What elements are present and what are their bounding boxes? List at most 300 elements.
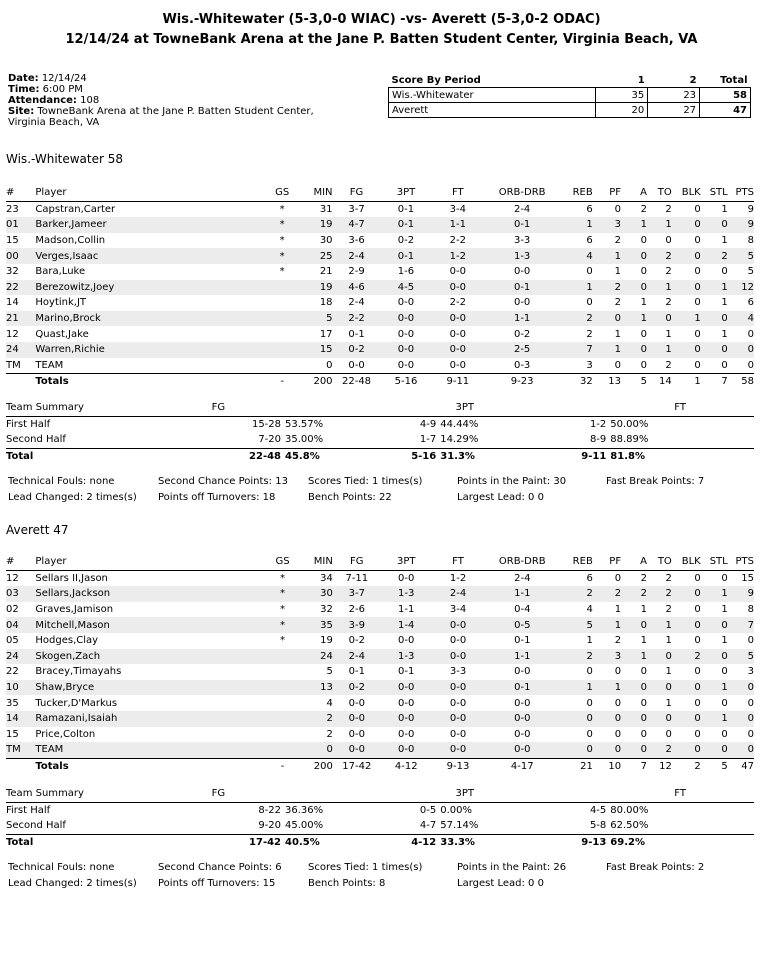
player-blocks: 2 [672,649,701,665]
stat-label: Points in the Paint: [457,862,551,873]
player-free-throws: 0-0 [432,649,485,665]
summary-ft-header: FT [606,400,754,416]
player-row [6,633,754,649]
player-turnovers: 2 [665,203,672,215]
player-minutes: 25 [300,248,333,264]
stat-value: 0 0 [528,492,544,503]
player-free-throws: 1-2 [431,248,484,264]
player-personal-fouls: 1 [593,248,621,264]
player-jersey: 12 [6,572,19,584]
summary-ft-made-attempted: 8-9 [589,434,607,446]
player-three-pointers: 0-0 [398,572,415,584]
player-personal-fouls: 0 [593,311,621,327]
player-three-pointers: 1-6 [397,266,415,278]
player-free-throws: 0-0 [431,280,484,296]
column-header-assists: A [621,554,647,570]
period-team: Averett [389,103,596,118]
column-header-steals: STL [701,554,728,570]
player-minutes: 32 [320,604,333,616]
player-blocks: 0 [694,235,701,247]
column-header-jersey: # [6,554,35,570]
player-rebounds: 2 [586,328,593,340]
stat-value: 18 [262,492,276,503]
summary-3pt-made-attempted: 0-5 [419,804,437,816]
player-player-name: Mitchell,Mason [35,617,264,633]
team-title: Averett 47 [6,523,69,537]
player-points: 5 [728,649,754,665]
player-minutes: 19 [300,217,333,233]
player-rebounds: 4 [586,604,593,616]
player-jersey: 02 [6,604,19,616]
summary-3pt-header: 3PT [323,786,606,802]
player-personal-fouls: 3 [593,217,621,233]
player-games-started [265,664,301,680]
summary-row-label: Total [6,448,114,464]
player-row [6,342,754,358]
player-row [6,326,754,342]
player-games-started: * [264,217,300,233]
player-field-goals: 2-4 [333,248,381,264]
player-points: 9 [747,203,754,215]
player-free-throws: 0-0 [431,311,484,327]
player-minutes: 18 [319,297,333,309]
stat-lead-changed [8,878,137,889]
player-blocks: 0 [672,248,701,264]
player-three-pointers: 0-0 [398,728,415,740]
stat-value: 2 [697,862,705,873]
player-free-throws: 2-2 [449,235,466,247]
player-personal-fouls: 1 [614,328,622,340]
player-rebounds: 2 [560,311,593,327]
player-personal-fouls: 0 [614,666,622,678]
player-player-name: Price,Colton [35,728,96,740]
stat-fast-break [606,476,704,487]
player-free-throws: 0-0 [449,359,466,371]
player-points: 7 [728,617,754,633]
player-jersey: 24 [6,342,35,358]
player-rebounds: 7 [560,342,593,358]
attendance-value: 108 [80,95,100,106]
box-score-header-row [6,554,754,570]
player-games-started [264,326,300,342]
player-free-throws: 3-4 [449,203,466,215]
summary-fg-header: FG [114,786,324,802]
player-points: 0 [747,728,754,740]
player-row [6,280,754,296]
player-assists: 0 [621,617,647,633]
totals-personal-fouls: 10 [593,758,621,774]
column-header-offensive-defensive-rebounds: ORB-DRB [484,554,560,570]
totals-free-throws: 9-13 [432,758,485,774]
player-row [6,201,754,217]
player-player-name: Ramazani,Isaiah [35,711,264,727]
player-player-name: Marino,Brock [35,311,264,327]
player-player-name: Berezowitz,Joey [35,280,264,296]
player-minutes: 13 [300,680,333,696]
stat-bench [308,492,392,503]
player-offensive-defensive-rebounds: 0-0 [514,728,531,740]
player-points: 0 [728,680,754,696]
player-field-goals: 3-7 [348,203,365,215]
period-2-score: 27 [648,103,700,118]
stat-label: Fast Break Points: [606,862,695,873]
player-games-started [265,649,301,665]
score-by-period-label: Score By Period [389,73,596,88]
player-jersey: 22 [6,666,19,678]
period-1-header: 1 [596,73,648,88]
player-turnovers: 2 [665,297,672,309]
summary-fg-pct: 45.00% [285,820,324,832]
summary-3pt-pct: 31.3% [436,448,478,464]
player-rebounds: 1 [560,217,593,233]
summary-fg-pct: 45.8% [281,448,323,464]
player-assists: 0 [621,342,647,358]
stat-paint [457,476,566,487]
player-steals: 0 [721,697,728,709]
player-jersey: 03 [6,586,35,602]
player-jersey: 14 [6,297,19,309]
player-blocks: 0 [672,280,701,296]
player-games-started [264,295,300,311]
player-assists: 0 [621,711,647,727]
summary-row-label: Second Half [6,820,66,832]
column-header-rebounds: REB [560,185,593,201]
stat-largest-lead [457,492,544,503]
player-three-pointers: 0-0 [397,328,415,340]
date-label: Date: [8,73,39,84]
player-field-goals: 3-9 [333,617,381,633]
player-points: 9 [728,586,754,602]
player-assists: 0 [640,666,647,678]
player-personal-fouls: 1 [614,604,622,616]
player-row [6,602,754,618]
player-free-throws: 3-4 [449,604,467,616]
player-steals: 1 [701,711,728,727]
player-minutes: 0 [300,742,333,758]
player-personal-fouls: 0 [593,711,621,727]
totals-blocks: 2 [672,758,701,774]
player-rebounds: 1 [586,635,593,647]
player-minutes: 15 [300,342,333,358]
player-offensive-defensive-rebounds: 2-4 [514,572,531,584]
summary-fg-made-attempted: 15-28 [251,418,282,430]
summary-fg-made-attempted: 17-42 [114,834,281,850]
player-offensive-defensive-rebounds: 0-4 [514,604,531,616]
score-by-period-table [388,73,751,118]
player-points: 0 [728,342,754,358]
summary-first-half-row [6,416,754,432]
summary-ft-made-attempted: 5-8 [589,820,607,832]
player-offensive-defensive-rebounds: 0-2 [513,328,531,340]
player-points: 0 [728,711,754,727]
player-assists: 1 [621,649,647,665]
player-field-goals: 2-4 [348,297,365,309]
player-offensive-defensive-rebounds: 0-0 [484,711,560,727]
player-personal-fouls: 0 [614,697,622,709]
player-turnovers: 0 [647,649,672,665]
box-score-table [6,554,754,774]
player-three-pointers: 0-0 [381,742,432,758]
totals-steals: 7 [701,374,728,390]
player-points: 0 [747,635,754,647]
column-header-personal-fouls: PF [593,185,621,201]
totals-minutes: 200 [300,374,333,390]
player-games-started [265,695,301,711]
player-points: 8 [747,604,754,616]
player-blocks: 0 [694,203,701,215]
site-value-line2: Virginia Beach, VA [8,117,100,128]
player-assists: 2 [621,586,647,602]
player-jersey: 21 [6,311,35,327]
player-jersey: 01 [6,217,35,233]
player-turnovers: 0 [647,711,672,727]
stat-value: 30 [553,476,567,487]
totals-field-goals: 22-48 [333,374,381,390]
player-points: 6 [747,297,754,309]
stat-value: 22 [378,492,392,503]
player-three-pointers: 0-0 [381,311,432,327]
totals-three-pointers: 4-12 [381,758,432,774]
player-offensive-defensive-rebounds: 1-3 [484,248,560,264]
player-assists: 1 [640,297,647,309]
player-games-started [264,280,300,296]
player-assists: 1 [621,217,647,233]
totals-turnovers: 12 [647,758,672,774]
player-games-started: * [279,235,285,247]
player-games-started [264,311,300,327]
column-header-games-started: GS [265,554,301,570]
team-summary-table [6,786,754,850]
player-assists: 0 [621,680,647,696]
game-title: Wis.-Whitewater (5-3,0-0 WIAC) -vs- Averett (5-3,0-2 ODAC) [162,12,601,27]
player-free-throws: 0-0 [432,680,485,696]
player-three-pointers: 0-1 [398,666,415,678]
player-jersey: 24 [6,649,35,665]
player-turnovers: 2 [647,248,672,264]
player-games-started: * [280,604,285,616]
player-minutes: 35 [300,617,333,633]
stat-value: 7 [697,476,705,487]
player-personal-fouls: 2 [593,280,621,296]
summary-3pt-made-attempted: 4-9 [419,418,437,430]
player-points: 0 [747,359,754,371]
player-steals: 1 [721,328,728,340]
player-turnovers: 1 [647,280,672,296]
stat-value: 6 [275,862,282,873]
player-row [6,311,754,327]
player-blocks: 0 [672,680,701,696]
summary-fg-made-attempted: 7-20 [258,434,282,446]
player-player-name: Hodges,Clay [35,635,99,647]
player-rebounds: 0 [586,297,593,309]
player-jersey: 15 [6,235,19,247]
player-rebounds: 0 [586,666,593,678]
player-turnovers: 0 [665,728,672,740]
stat-off-turnovers [158,878,275,889]
player-assists: 2 [640,572,647,584]
player-three-pointers: 0-0 [397,297,415,309]
column-header-assists: A [621,185,647,201]
team-title: Wis.-Whitewater 58 [6,152,124,166]
player-games-started [265,727,301,743]
player-assists: 0 [640,697,647,709]
player-blocks: 0 [694,359,701,371]
player-offensive-defensive-rebounds: 2-4 [513,203,531,215]
summary-ft-made-attempted: 4-5 [589,804,607,816]
column-header-steals: STL [701,185,728,201]
player-steals: 0 [721,266,728,278]
summary-ft-pct: 80.00% [610,804,649,816]
stat-label: Points off Turnovers: [158,492,260,503]
player-offensive-defensive-rebounds: 3-3 [513,235,531,247]
team-summary-label: Team Summary [6,786,114,802]
player-rebounds: 2 [560,586,593,602]
totals-offensive-defensive-rebounds: 9-23 [484,374,560,390]
player-row [6,742,754,758]
totals-three-pointers: 5-16 [381,374,432,390]
player-assists: 0 [621,280,647,296]
column-header-jersey: # [6,185,35,201]
player-personal-fouls: 0 [614,572,622,584]
column-header-field-goals: FG [333,185,381,201]
player-blocks: 0 [672,711,701,727]
player-player-name: Graves,Jamison [35,604,114,616]
column-header-blocks: BLK [672,554,701,570]
player-rebounds: 4 [560,248,593,264]
player-turnovers: 2 [665,359,672,371]
player-field-goals: 0-0 [348,697,365,709]
player-jersey: 22 [6,280,35,296]
totals-personal-fouls: 13 [593,374,621,390]
totals-points: 58 [728,374,754,390]
stat-value: none [89,862,115,873]
player-rebounds: 5 [560,617,593,633]
summary-3pt-pct: 14.29% [440,434,479,446]
player-personal-fouls: 1 [593,342,621,358]
player-turnovers: 2 [665,604,672,616]
period-total-score: 58 [700,88,751,103]
player-free-throws: 0-0 [431,342,484,358]
totals-rebounds: 21 [560,758,593,774]
totals-row [6,758,754,774]
summary-ft-pct: 50.00% [610,418,649,430]
player-minutes: 24 [300,649,333,665]
column-header-turnovers: TO [647,185,672,201]
player-blocks: 0 [694,328,701,340]
stat-label: Second Chance Points: [158,476,273,487]
summary-3pt-pct: 57.14% [440,820,479,832]
summary-3pt-header: 3PT [323,400,606,416]
stat-label: Largest Lead: [457,878,525,889]
player-steals: 0 [721,359,728,371]
stat-label: Lead Changed: [8,878,84,889]
summary-row-label: Total [6,834,114,850]
player-player-name: Shaw,Bryce [35,680,264,696]
player-row [6,358,754,374]
stat-label: Points off Turnovers: [158,878,260,889]
stat-label: Bench Points: [308,492,376,503]
summary-ft-pct: 69.2% [606,834,754,850]
player-points: 0 [747,697,754,709]
column-header-free-throws: FT [432,554,485,570]
summary-ft-pct: 88.89% [610,434,649,446]
totals-points: 47 [728,758,754,774]
totals-jersey [6,758,35,774]
column-header-minutes: MIN [300,554,333,570]
player-jersey: 32 [6,266,19,278]
player-offensive-defensive-rebounds: 0-3 [513,359,531,371]
player-offensive-defensive-rebounds: 1-1 [484,311,560,327]
summary-3pt-made-attempted: 4-12 [323,834,436,850]
stat-tech [8,862,114,873]
player-turnovers: 0 [647,680,672,696]
player-personal-fouls: 1 [614,266,622,278]
summary-ft-header: FT [606,786,754,802]
period-1-score: 20 [596,103,648,118]
player-steals: 1 [721,203,728,215]
totals-free-throws: 9-11 [431,374,484,390]
player-offensive-defensive-rebounds: 0-0 [484,742,560,758]
player-free-throws: 1-1 [431,217,484,233]
summary-fg-made-attempted: 22-48 [114,448,281,464]
player-minutes: 4 [326,697,333,709]
player-turnovers: 0 [647,311,672,327]
period-team: Wis.-Whitewater [389,88,596,103]
player-personal-fouls: 2 [593,586,621,602]
totals-player-name: Totals [35,758,264,774]
player-three-pointers: 0-0 [397,359,415,371]
stat-value: 13 [275,476,288,487]
summary-total-row [6,834,754,850]
player-jersey: TM [6,359,21,371]
player-jersey: 15 [6,728,19,740]
player-free-throws: 0-0 [432,711,485,727]
player-steals: 2 [701,248,728,264]
stat-label: Technical Fouls: [8,476,87,487]
team-summary-label: Team Summary [6,400,114,416]
player-steals: 0 [701,342,728,358]
player-steals: 1 [721,635,728,647]
totals-assists: 7 [621,758,647,774]
player-personal-fouls: 0 [593,742,621,758]
column-header-free-throws: FT [431,185,484,201]
player-blocks: 0 [672,342,701,358]
player-free-throws: 2-4 [432,586,485,602]
player-free-throws: 0-0 [449,328,466,340]
column-header-points: PTS [728,554,754,570]
player-rebounds: 6 [586,203,593,215]
summary-ft-pct: 62.50% [610,820,649,832]
player-offensive-defensive-rebounds: 0-1 [484,680,560,696]
summary-fg-made-attempted: 9-20 [258,820,282,832]
stat-value: 26 [553,862,567,873]
player-games-started: * [279,203,285,215]
player-jersey: 23 [6,203,19,215]
player-turnovers: 2 [647,742,672,758]
score-by-period-row [389,88,751,103]
player-steals: 1 [721,235,728,247]
summary-fg-pct: 40.5% [281,834,323,850]
player-points: 4 [728,311,754,327]
summary-ft-made-attempted: 9-13 [478,834,606,850]
player-assists: 0 [640,328,647,340]
player-row [6,711,754,727]
box-score-header-row [6,185,754,201]
player-free-throws: 0-0 [432,742,485,758]
player-minutes: 21 [319,266,333,278]
player-player-name: TEAM [35,359,64,371]
stat-tech [8,476,114,487]
